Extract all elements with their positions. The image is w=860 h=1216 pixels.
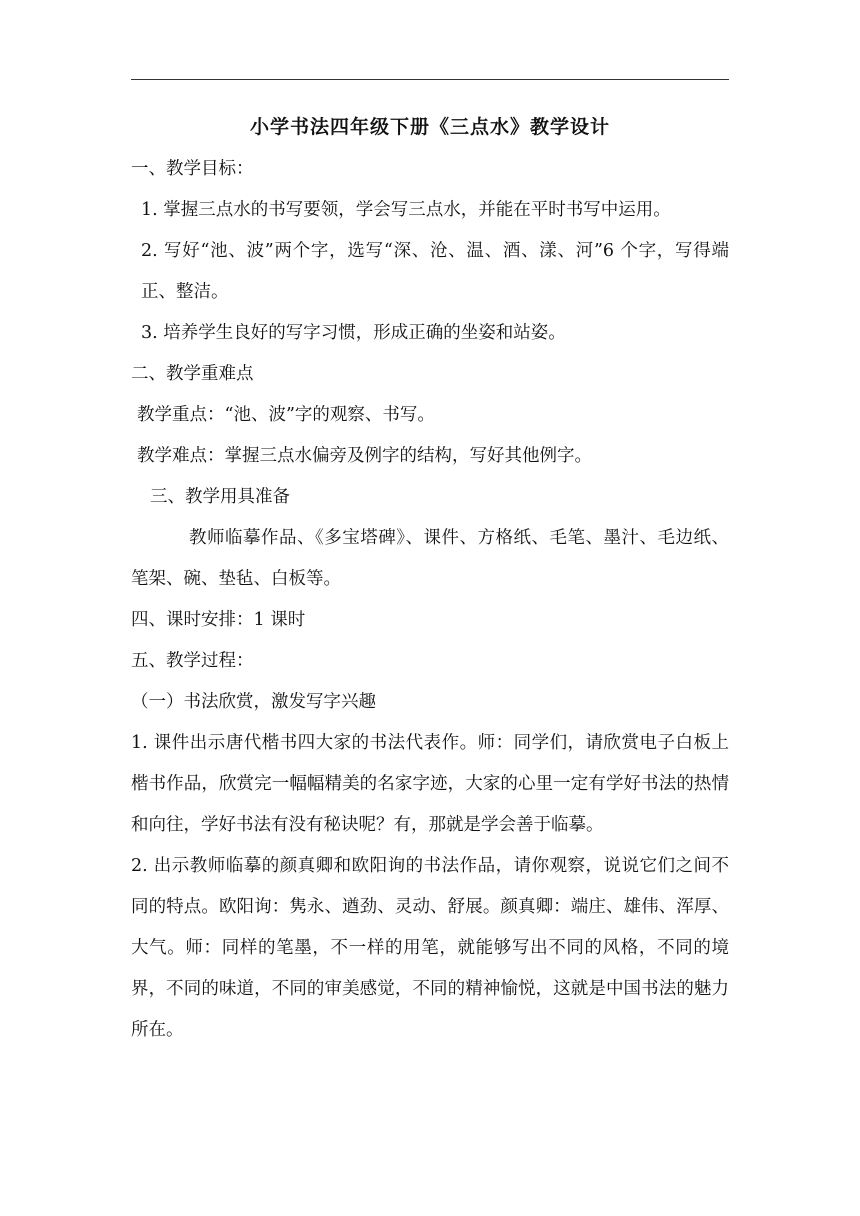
tools-heading: 三、教学用具准备 [150, 487, 290, 507]
process-heading: 五、教学过程： [131, 651, 254, 671]
key-point: 教学重点：“池、波”字的观察、书写。 [137, 405, 435, 425]
goal-item-1: 1. 掌握三点水的书写要领，学会写三点水，并能在平时书写中运用。 [141, 200, 671, 220]
header-rule [131, 79, 729, 80]
goal-item-2: 2. 写好“池、波”两个字，选写“深、沧、温、酒、漾、河”6 个字，写得端正、整洁。 [141, 241, 729, 302]
step1-paragraph-2: 2. 出示教师临摹的颜真卿和欧阳询的书法作品，请你观察，说说它们之间不同的特点。欧阳询：隽永、遒劲、灵动、舒展。颜真卿：端庄、雄伟、浑厚、大气。师：同样的笔墨，不一样的用笔，就能够写出不同的风格，不同的境界，不同的味道，不同的审美感觉，不同的精神愉悦，这就是中国书法的魅力所在。 [131, 856, 729, 1040]
key-points-heading: 二、教学重难点 [131, 364, 254, 384]
difficult-point: 教学难点：掌握三点水偏旁及例字的结构，写好其他例字。 [137, 446, 592, 466]
tools-text: 教师临摹作品、《多宝塔碑》、课件、方格纸、毛笔、墨汁、毛边纸、笔架、碗、垫毡、白板等。 [131, 528, 729, 589]
document-title: 小学书法四年级下册《三点水》教学设计 [249, 116, 610, 138]
step1-paragraph-1: 1. 课件出示唐代楷书四大家的书法代表作。师：同学们，请欣赏电子白板上楷书作品，欣赏完一幅幅精美的名家字迹，大家的心里一定有学好书法的热情和向往，学好书法有没有秘诀呢？有，那就是学会善于临摹。 [131, 733, 729, 835]
schedule-line: 四、课时安排：1 课时 [131, 610, 306, 630]
goal-item-3: 3. 培养学生良好的写字习惯，形成正确的坐姿和站姿。 [141, 323, 566, 343]
goals-heading: 一、教学目标： [131, 159, 254, 179]
step1-heading: （一）书法欣赏，激发写字兴趣 [131, 692, 376, 712]
document-body [131, 110, 729, 1051]
